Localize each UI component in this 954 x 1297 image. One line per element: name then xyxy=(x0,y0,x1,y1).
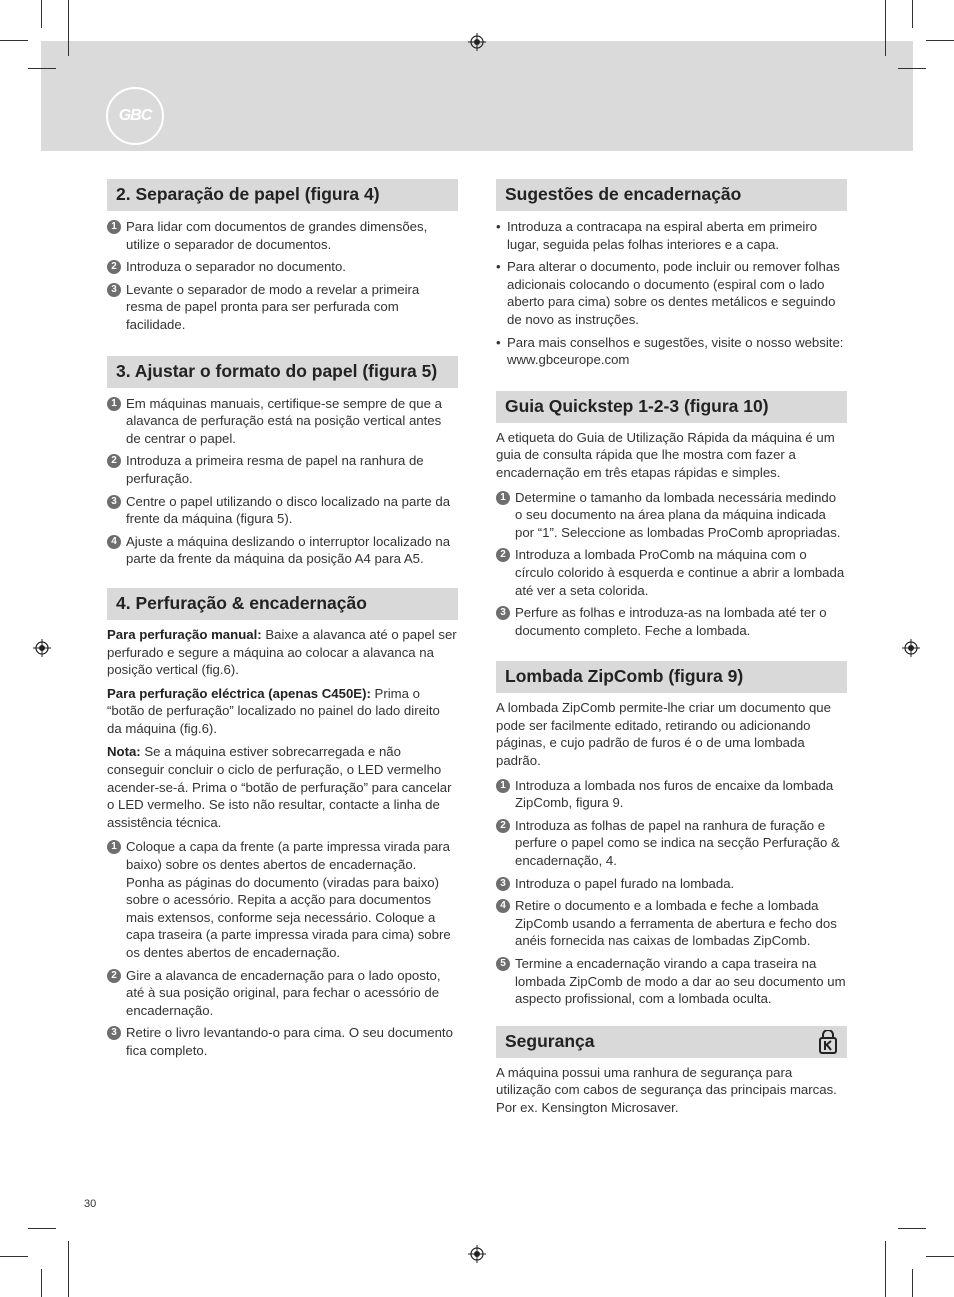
list-item xyxy=(107,493,458,528)
paragraph-text: Se a máquina estiver sobrecarregada e não conseguir concluir o ciclo de perfuração, o LED vermelho acender-se-á. Prima o “botão de perfuração” para cancelar o LED vermelho. Se isto não resultar, contacte a linha de assistência técnica. xyxy=(107,744,452,830)
bold-label: Nota: xyxy=(107,744,141,760)
paragraph-text: Baixe a alavanca até o papel ser perfurado e segure a máquina ao colocar a alavanca na posição vertical (fig.6). xyxy=(107,626,457,678)
page-number: 30 xyxy=(84,1198,97,1210)
kensington-lock-icon xyxy=(819,1030,837,1054)
list-item: • Para mais conselhos e sugestões, visite o nosso website: www.gbceurope.com xyxy=(496,334,847,369)
paragraph: A etiqueta do Guia de Utilização Rápida da máquina é um guia de consulta rápida que lhe mostra com fazer a encadernação em três etapas rápidas e simples. xyxy=(496,429,835,480)
number-badge: 1 xyxy=(107,840,121,854)
number-badge: 2 xyxy=(107,260,121,274)
list-item-text: Em máquinas manuais, certifique-se sempre de que a alavanca de perfuração está na posição vertical antes de centrar o papel. xyxy=(126,395,442,446)
section-heading: Sugestões de encadernação xyxy=(496,179,847,211)
list-item-text: Para lidar com documentos de grandes dimensões, utilize o separador de documentos. xyxy=(126,219,428,252)
list-item-text: Introduza a lombada nos furos de encaixe da lombada ZipComb, figura 9. xyxy=(515,777,834,811)
list-item-text: Coloque a capa da frente (a parte impressa virada para baixo) sobre os dentes abertos de encadernação. Ponha as páginas do documento (viradas para baixo) sobre o acessório. Repita a acção para documentos mais extensos, conforme seja necessário. Coloque a capa traseira (a parte impressa virada para cima) sobre os dentes abertos de encadernação. xyxy=(126,839,451,960)
list-item xyxy=(496,955,847,1008)
section-heading: 3. Ajustar o formato do papel (figura 5) xyxy=(107,356,458,388)
list-item: • Para alterar o documento, pode incluir ou remover folhas adicionais colocando o documento (espiral com o lado aberto para cima) sobre os dentes metálicos e seguindo de novo as instruções. xyxy=(496,258,847,328)
gbc-logo: GBC xyxy=(106,87,164,145)
number-badge: 3 xyxy=(107,1026,121,1040)
list-item xyxy=(496,897,847,950)
list-item xyxy=(107,533,458,568)
numbered-list xyxy=(107,838,458,1059)
registration-mark-icon xyxy=(902,639,920,657)
paragraph xyxy=(107,626,458,679)
number-badge: 5 xyxy=(496,957,510,971)
list-item-text: Levante o separador de modo a revelar a primeira resma de papel pronta para ser perfurada com facilidade. xyxy=(126,281,420,332)
list-item-text: Determine o tamanho da lombada necessária medindo o seu documento na área plana da máquina indicada por “1”. Seleccione as lombadas ProComb apropriadas. xyxy=(515,489,841,540)
list-item-text: Perfure as folhas e introduza-as na lombada até ter o documento completo. Feche a lombada. xyxy=(515,605,827,638)
section-heading xyxy=(496,1026,847,1058)
list-item xyxy=(107,838,458,961)
number-badge: 3 xyxy=(107,283,121,297)
list-item xyxy=(496,489,847,542)
numbered-list xyxy=(496,489,847,640)
paragraph xyxy=(107,743,458,831)
list-item-text: Gire a alavanca de encadernação para o lado oposto, até à sua posição original, para fechar o acessório de encadernação. xyxy=(126,967,441,1018)
section-heading: Lombada ZipComb (figura 9) xyxy=(496,661,847,693)
list-item xyxy=(107,1024,458,1059)
number-badge: 3 xyxy=(496,606,510,620)
list-item: • Introduza a contracapa na espiral aberta em primeiro lugar, seguida pelas folhas interiores e a capa. xyxy=(496,218,847,253)
number-badge: 2 xyxy=(496,548,510,562)
list-item xyxy=(107,395,458,448)
numbered-list xyxy=(107,395,458,568)
paragraph: A máquina possui uma ranhura de segurança para utilização com cabos de segurança das principais marcas. Por ex. Kensington Microsaver. xyxy=(496,1064,837,1115)
registration-mark-icon xyxy=(33,639,51,657)
numbered-list xyxy=(107,218,458,334)
list-item-text: Ajuste a máquina deslizando o interruptor localizado na parte da frente da máquina da posição A4 para A5. xyxy=(126,533,451,567)
list-item xyxy=(107,218,458,253)
list-item xyxy=(107,281,458,334)
left-column xyxy=(107,179,458,1065)
number-badge: 1 xyxy=(107,397,121,411)
number-badge: 2 xyxy=(107,969,121,983)
paragraph: A lombada ZipComb permite-lhe criar um documento que pode ser facilmente editado, retirando ou adicionando páginas, e cujo padrão de furos é o de uma lombada padrão. xyxy=(496,700,831,769)
number-badge: 1 xyxy=(496,491,510,505)
list-item xyxy=(496,817,847,870)
section-heading-text: Segurança xyxy=(505,1030,595,1051)
number-badge: 3 xyxy=(496,877,510,891)
bullet-list xyxy=(496,218,847,369)
list-item-text: Termine a encadernação virando a capa traseira na lombada ZipComb de modo a dar ao seu documento um aspecto profissional, com a lombada oculta. xyxy=(515,956,846,1007)
list-item xyxy=(107,967,458,1020)
list-item xyxy=(496,777,847,812)
number-badge: 2 xyxy=(496,819,510,833)
number-badge: 3 xyxy=(107,495,121,509)
list-item xyxy=(107,452,458,487)
section-heading: 4. Perfuração & encadernação xyxy=(107,588,458,620)
number-badge: 4 xyxy=(107,535,121,549)
number-badge: 1 xyxy=(496,779,510,793)
list-item-text: Retire o livro levantando-o para cima. O seu documento fica completo. xyxy=(126,1025,453,1058)
number-badge: 2 xyxy=(107,454,121,468)
header-band xyxy=(41,41,913,151)
list-item-text: Centre o papel utilizando o disco localizado na parte da frente da máquina (figura 5). xyxy=(126,493,451,527)
list-item-text: Introduza o papel furado na lombada. xyxy=(515,875,735,891)
number-badge: 1 xyxy=(107,220,121,234)
list-item-text: Introduza o separador no documento. xyxy=(126,259,346,275)
list-item-text: Introduza a primeira resma de papel na ranhura de perfuração. xyxy=(126,453,424,486)
list-item-text: Introduza a lombada ProComb na máquina com o círculo colorido à esquerda e continue a abrir a lombada até ver a seta colorida. xyxy=(515,547,845,598)
number-badge: 4 xyxy=(496,899,510,913)
list-item xyxy=(496,875,847,893)
numbered-list xyxy=(496,777,847,1008)
section-heading: Guia Quickstep 1-2-3 (figura 10) xyxy=(496,391,847,423)
list-item xyxy=(496,604,847,639)
right-column xyxy=(496,179,847,1117)
bold-label: Para perfuração eléctrica (apenas C450E): xyxy=(107,685,371,701)
list-item xyxy=(496,546,847,599)
registration-mark-icon xyxy=(468,33,486,51)
bold-label: Para perfuração manual: xyxy=(107,626,262,642)
section-heading: 2. Separação de papel (figura 4) xyxy=(107,179,458,211)
registration-mark-icon xyxy=(468,1245,486,1263)
paragraph-text: Prima o “botão de perfuração” localizado no painel do lado direito da máquina (fig.6). xyxy=(107,685,440,736)
list-item-text: Introduza as folhas de papel na ranhura de furação e perfure o papel como se indica na secção Perfuração & encadernação, 4. xyxy=(515,817,840,869)
list-item xyxy=(107,258,458,276)
list-item-text: Retire o documento e a lombada e feche a lombada ZipComb usando a ferramenta de abertura e fecho dos anéis fornecida nas caixas de lombadas ZipComb. xyxy=(515,898,837,949)
paragraph xyxy=(107,685,458,738)
